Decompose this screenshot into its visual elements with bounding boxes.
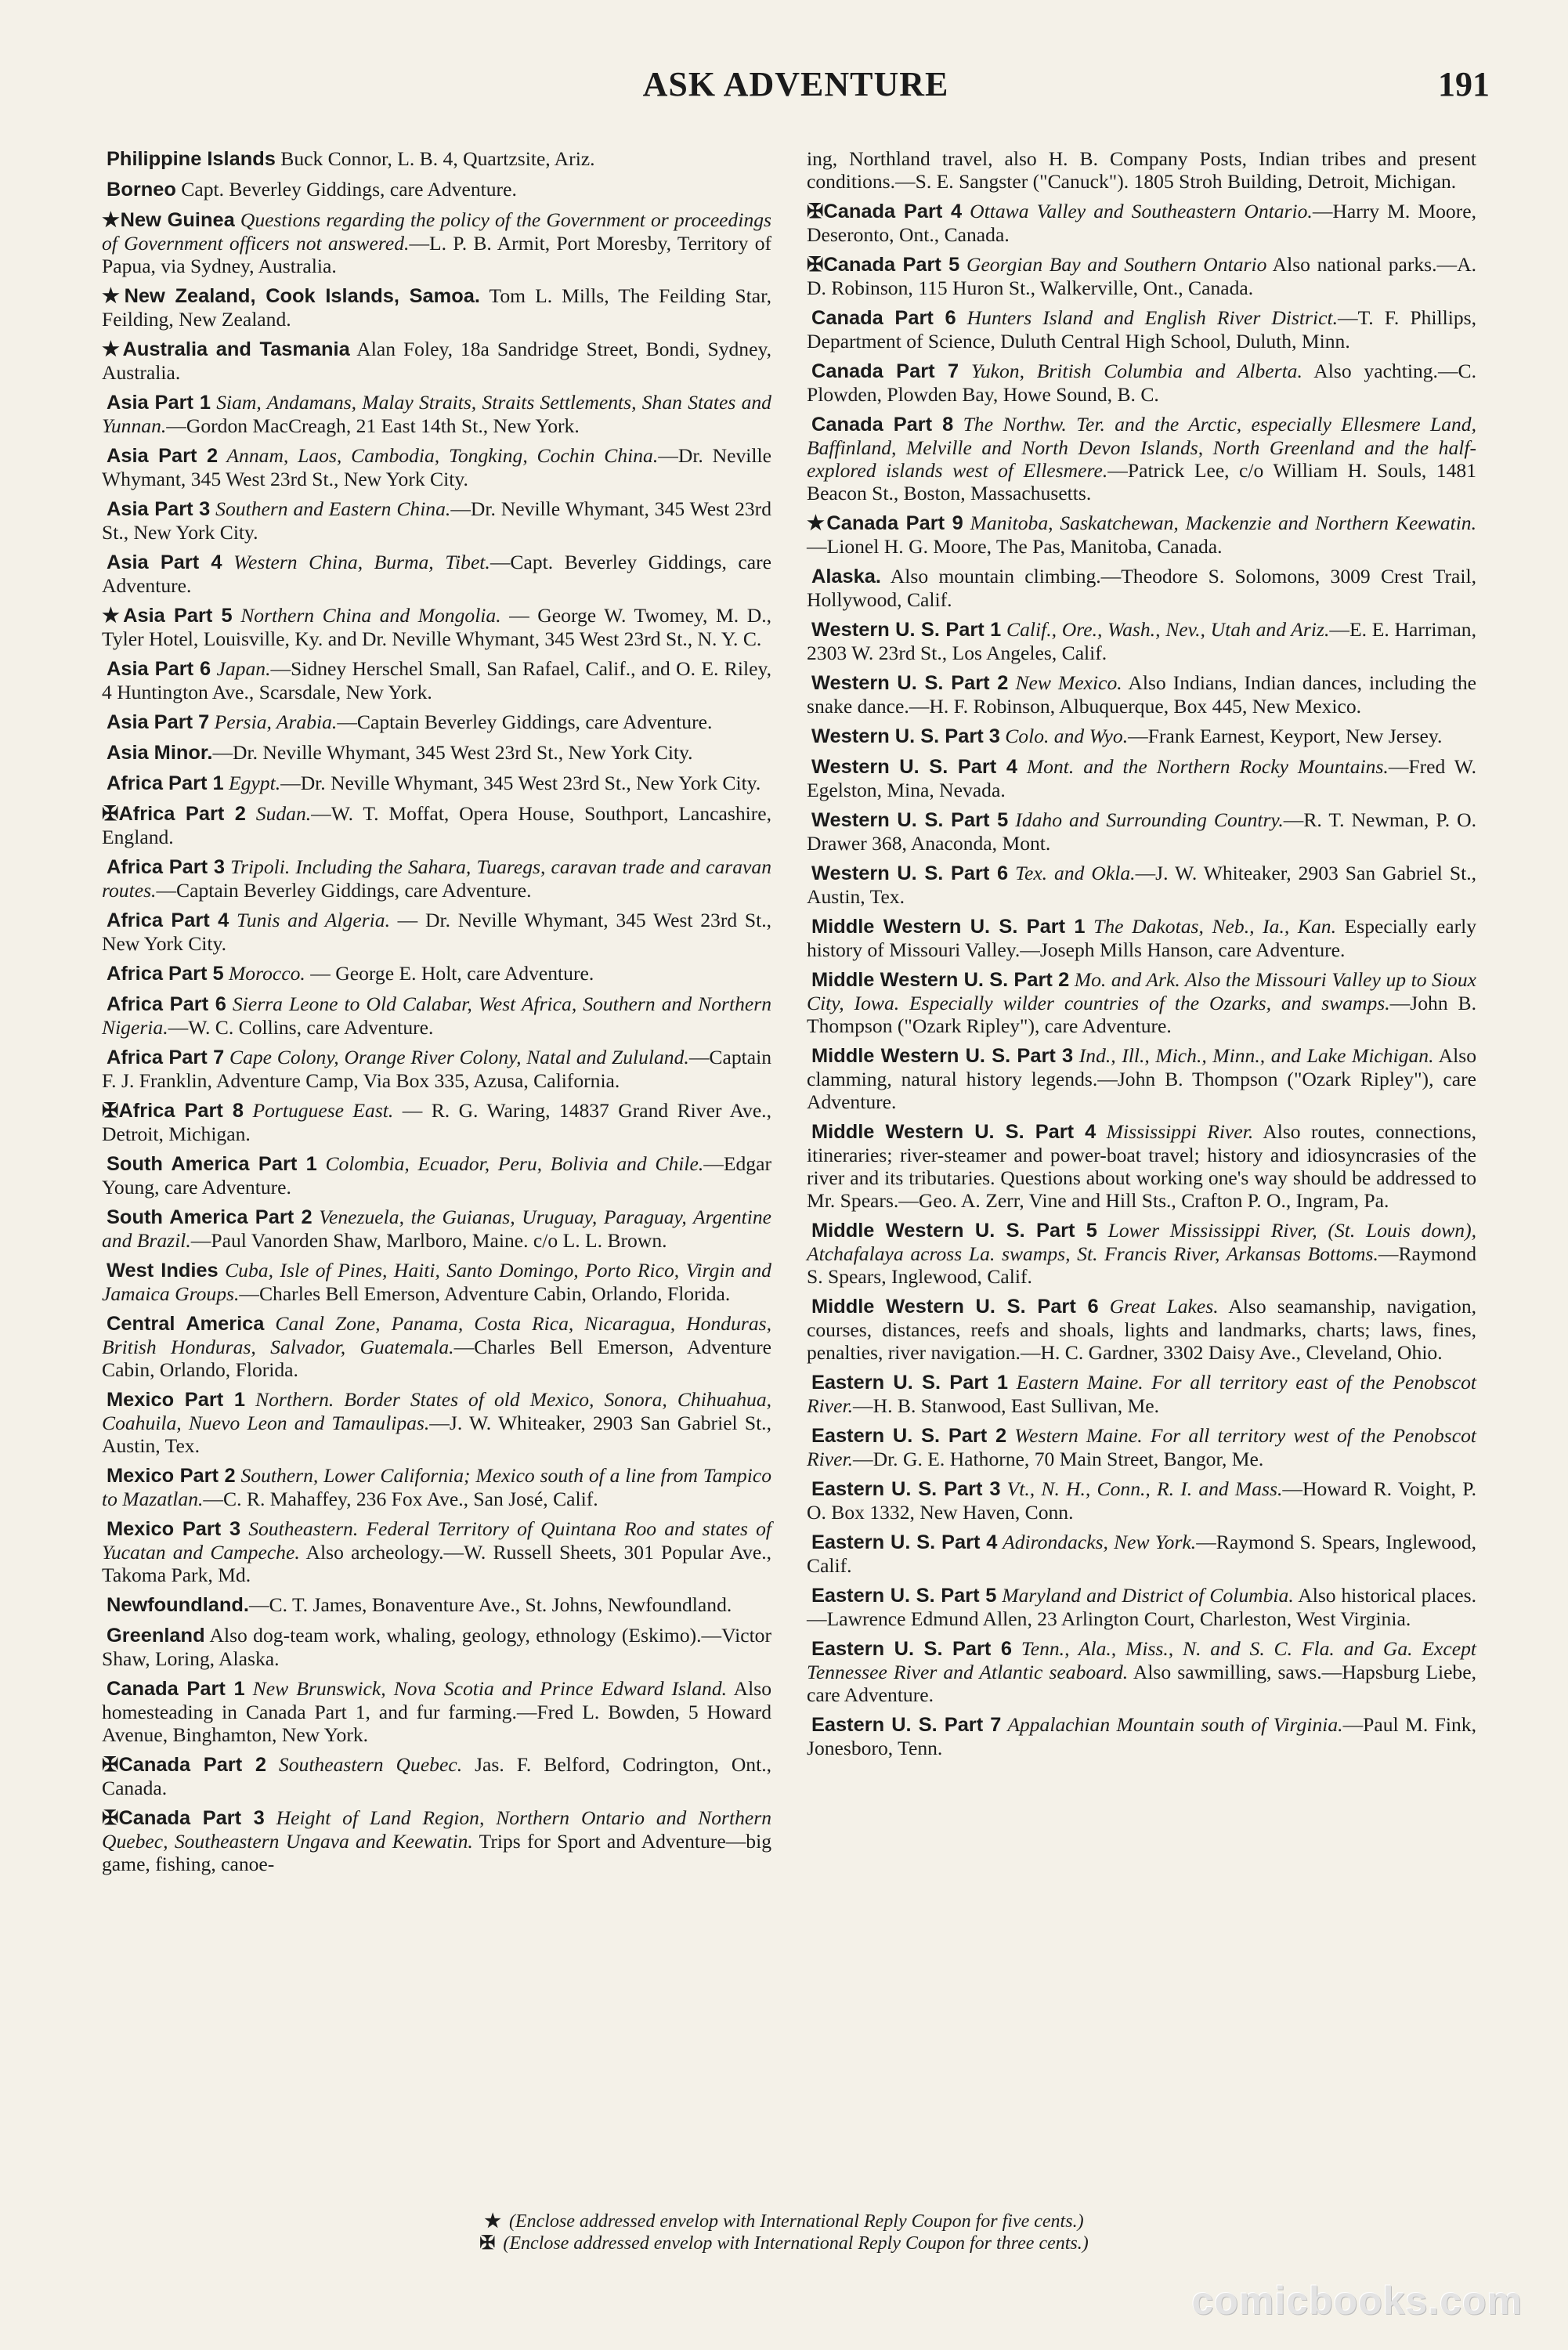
entry-heading: Canada Part 7 xyxy=(811,360,959,382)
entry-heading: Canada Part 4 xyxy=(823,201,963,222)
directory-entry xyxy=(807,253,1476,299)
entry-contact: —Paul M. Fink, Jonesboro, Tenn. xyxy=(807,1713,1476,1759)
directory-entry xyxy=(807,618,1476,664)
entry-contact: —Lionel H. G. Moore, The Pas, Manitoba, Canada. xyxy=(807,535,1223,558)
symbol-icon: ✠ xyxy=(102,1099,119,1122)
directory-entry xyxy=(807,1424,1476,1470)
entry-region: Ottawa Valley and Southeastern Ontario. xyxy=(962,200,1313,222)
directory-entry xyxy=(102,1624,771,1670)
entry-heading: Canada Part 3 xyxy=(118,1807,265,1829)
entry-heading: New Zealand, Cook Islands, Samoa. xyxy=(124,285,480,307)
entry-heading: Asia Minor. xyxy=(107,742,213,764)
entry-heading: Canada Part 5 xyxy=(823,254,960,276)
entry-heading: Eastern U. S. Part 2 xyxy=(811,1425,1007,1447)
entry-contact: Also Indians, Indian dances, including the snake dance.—H. F. Robinson, Albuquerque, Box 445, New Mexico. xyxy=(807,671,1476,718)
symbol-icon: ✠ xyxy=(102,1806,119,1829)
entry-heading: Western U. S. Part 6 xyxy=(811,862,1009,884)
symbol-icon: ✠ xyxy=(807,253,824,276)
entry-contact: —Dr. Neville Whymant, 345 West 23rd St., New York City. xyxy=(212,741,693,764)
footnote-three-cents xyxy=(0,2232,1568,2254)
entry-contact: —Patrick Lee, c/o William H. Souls, 1481 Beacon St., Boston, Massachusetts. xyxy=(807,459,1476,504)
entry-region: Western China, Burma, Tibet. xyxy=(222,551,490,573)
entry-contact: —W. T. Moffat, Opera House, Southport, Lancashire, England. xyxy=(102,802,772,848)
directory-entry xyxy=(102,1677,771,1746)
entry-region: Mont. and the Northern Rocky Mountains. xyxy=(1017,755,1389,778)
entry-contact: — George E. Holt, care Adventure. xyxy=(305,962,594,985)
entry-heading: Canada Part 9 xyxy=(826,512,963,534)
entry-region: Sudan. xyxy=(245,802,312,825)
entry-heading: Asia Part 1 xyxy=(107,392,211,414)
directory-entry xyxy=(807,1295,1476,1364)
entry-region: Southeastern. Federal Territory of Quintana Roo and states of Yucatan and Campeche. xyxy=(102,1517,771,1564)
entry-region: Northern China and Mongolia. xyxy=(232,604,501,627)
directory-entry xyxy=(102,992,771,1039)
entry-contact: —Dr. Neville Whymant, 345 West 23rd St., New York City. xyxy=(102,444,771,490)
entry-heading: Eastern U. S. Part 1 xyxy=(811,1372,1009,1394)
entry-contact: —Harry M. Moore, Deseronto, Ont., Canada. xyxy=(807,200,1476,246)
entry-contact: Also historical places.—Lawrence Edmund Allen, 23 Arlington Court, Charleston, West Virginia. xyxy=(807,1584,1477,1630)
entry-heading: Middle Western U. S. Part 6 xyxy=(811,1296,1099,1318)
directory-entry xyxy=(102,208,771,277)
entry-heading: Africa Part 3 xyxy=(107,856,226,878)
directory-entry xyxy=(807,512,1476,558)
entry-contact: —T. F. Phillips, Department of Science, Duluth Central High School, Duluth, Minn. xyxy=(807,306,1477,352)
entry-contact: Tom L. Mills, The Feilding Star, Feilding, New Zealand. xyxy=(102,284,771,331)
entry-contact: —H. B. Stanwood, East Sullivan, Me. xyxy=(853,1394,1160,1417)
entry-contact: Also mountain climbing.—Theodore S. Solomons, 3009 Crest Trail, Hollywood, Calif. xyxy=(807,565,1476,611)
directory-entry xyxy=(102,338,771,384)
directory-entry xyxy=(807,671,1476,718)
entry-heading: Western U. S. Part 1 xyxy=(811,619,1002,641)
directory-entry xyxy=(102,178,771,201)
entry-region: Mo. and Ark. Also the Missouri Valley up to Sioux City, Iowa. Especially wilder countries of the Ozarks, and swamps. xyxy=(807,968,1476,1014)
entry-heading: Asia Part 2 xyxy=(107,445,219,467)
entry-contact: —Dr. Neville Whymant, 345 West 23rd St., New York City. xyxy=(280,772,761,794)
entry-region: Georgian Bay and Southern Ontario xyxy=(959,253,1267,276)
symbol-icon: ★ xyxy=(102,284,125,307)
directory-entry xyxy=(807,1713,1476,1759)
entry-heading: South America Part 1 xyxy=(107,1153,317,1175)
entry-region: Persia, Arabia. xyxy=(209,710,338,733)
directory-entry xyxy=(807,1219,1476,1288)
entry-heading: Western U. S. Part 4 xyxy=(811,756,1017,778)
entry-heading: Central America xyxy=(107,1313,265,1335)
entry-heading: South America Part 2 xyxy=(107,1206,313,1228)
entry-region: Adirondacks, New York. xyxy=(997,1531,1197,1553)
directory-entry xyxy=(102,1099,771,1145)
directory-entry xyxy=(807,862,1476,908)
entry-heading: Eastern U. S. Part 7 xyxy=(811,1714,1002,1736)
entry-heading: Canada Part 1 xyxy=(107,1678,245,1700)
entry-heading: Eastern U. S. Part 6 xyxy=(811,1638,1012,1660)
directory-entry xyxy=(102,391,771,437)
entry-contact: —Howard R. Voight, P. O. Box 1332, New Haven, Conn. xyxy=(807,1477,1476,1524)
symbol-icon: ★ xyxy=(102,208,121,231)
entry-heading: Western U. S. Part 3 xyxy=(811,725,1000,747)
symbol-icon: ✠ xyxy=(102,802,119,825)
entry-contact: Also sawmilling, saws.—Hapsburg Liebe, care Adventure. xyxy=(807,1661,1476,1706)
entry-region: Cape Colony, Orange River Colony, Natal and Zululand. xyxy=(224,1046,689,1068)
entry-region: Sierra Leone to Old Calabar, West Africa, Southern and Northern Nigeria. xyxy=(102,992,772,1039)
entry-region: Yukon, British Columbia and Alberta. xyxy=(959,360,1302,382)
symbol-icon: ✠ xyxy=(102,1753,119,1776)
entry-region: Manitoba, Saskatchewan, Mackenzie and Northern Keewatin. xyxy=(963,512,1476,534)
entry-region: Idaho and Surrounding Country. xyxy=(1008,808,1284,831)
directory-entry xyxy=(807,725,1476,748)
directory-entry xyxy=(102,604,771,650)
entry-heading: Asia Part 5 xyxy=(123,605,233,627)
star-icon: ★ xyxy=(484,2211,501,2232)
entry-heading: Asia Part 4 xyxy=(107,551,222,573)
entry-region: Tenn., Ala., Miss., N. and S. C. Fla. and Ga. Except Tennessee River and Atlantic seaboard. xyxy=(807,1637,1476,1683)
directory-entry xyxy=(102,657,771,703)
entry-contact: —J. W. Whiteaker, 2903 San Gabriel St., Austin, Tex. xyxy=(102,1412,771,1457)
entry-heading: Borneo xyxy=(107,179,176,201)
entry-region: Maryland and District of Columbia. xyxy=(996,1584,1294,1607)
entry-region: Annam, Laos, Cambodia, Tongking, Cochin China. xyxy=(218,444,659,467)
directory-entry xyxy=(807,1044,1476,1113)
entry-heading: Eastern U. S. Part 5 xyxy=(811,1585,997,1607)
entry-contact: —Paul Vanorden Shaw, Marlboro, Maine. c/o L. L. Brown. xyxy=(190,1229,667,1252)
entry-heading: Eastern U. S. Part 3 xyxy=(811,1478,1001,1500)
entry-heading: Asia Part 6 xyxy=(107,658,211,680)
entry-contact: Buck Connor, L. B. 4, Quartzsite, Ariz. xyxy=(275,147,595,170)
entry-region: Northern. Border States of old Mexico, Sonora, Chihuahua, Coahuila, Nuevo Leon and Tamaulipas. xyxy=(102,1388,772,1434)
entry-region: New Brunswick, Nova Scotia and Prince Edward Island. xyxy=(244,1677,728,1700)
entry-heading: Africa Part 1 xyxy=(107,772,224,794)
entry-contact: —Captain Beverley Giddings, care Adventure. xyxy=(337,710,713,733)
entry-contact: —Raymond S. Spears, Inglewood, Calif. xyxy=(807,1531,1476,1577)
directory-entry xyxy=(807,755,1476,801)
entry-region: Canal Zone, Panama, Costa Rica, Nicaragua, Honduras, British Honduras, Salvador, Guatemala. xyxy=(102,1312,771,1358)
entry-contact: Also seamanship, navigation, courses, distances, reefs and shoals, lights and landmarks, charts; laws, fines, penalties, river navigation.—H. C. Gardner, 3302 Daisy Ave., Cleveland, Ohio. xyxy=(807,1295,1477,1364)
entry-heading: Mexico Part 2 xyxy=(107,1465,236,1487)
entry-contact: —Captain F. J. Franklin, Adventure Camp, Via Box 335, Azusa, California. xyxy=(102,1046,772,1092)
entry-contact: Jas. F. Belford, Codrington, Ont., Canada. xyxy=(102,1753,772,1799)
entry-contact: —L. P. B. Armit, Port Moresby, Territory of Papua, via Sydney, Australia. xyxy=(102,232,772,277)
entry-region: Cuba, Isle of Pines, Haiti, Santo Domingo, Porto Rico, Virgin and Jamaica Groups. xyxy=(102,1259,771,1305)
entry-region: Questions regarding the policy of the Government or proceedings of Government officers not answered. xyxy=(102,208,771,255)
entry-contact: — George W. Twomey, M. D., Tyler Hotel, Louisville, Ky. and Dr. Neville Whymant, 345 West 23rd St., N. Y. C. xyxy=(102,604,771,650)
entry-contact: Also dog-team work, whaling, geology, ethnology (Eskimo).—Victor Shaw, Loring, Alaska. xyxy=(102,1624,771,1670)
entry-contact: Also archeology.—W. Russell Sheets, 301 Popular Ave., Takoma Park, Md. xyxy=(102,1541,771,1586)
directory-entry xyxy=(807,1371,1476,1417)
entry-heading: Canada Part 6 xyxy=(811,307,956,329)
symbol-icon: ★ xyxy=(102,338,123,360)
page-number: 191 xyxy=(1438,65,1490,103)
entry-region: Vt., N. H., Conn., R. I. and Mass. xyxy=(1000,1477,1283,1500)
directory-entry xyxy=(102,551,771,597)
entry-heading: Asia Part 3 xyxy=(107,498,211,520)
entry-heading: Africa Part 6 xyxy=(107,993,226,1015)
entry-contact: Also homesteading in Canada Part 1, and fur farming.—Fred L. Bowden, 5 Howard Avenue, Binghamton, New York. xyxy=(102,1677,772,1746)
entry-contact: Alan Foley, 18a Sandridge Street, Bondi, Sydney, Australia. xyxy=(102,338,771,384)
entry-region: Mississippi River. xyxy=(1096,1120,1254,1143)
directory-entry xyxy=(807,968,1476,1037)
entry-heading: Africa Part 7 xyxy=(107,1047,225,1068)
entry-contact: Also routes, connections, itineraries; river-steamer and power-boat travel; history and idiosyncrasies of the river and its tributaries. Questions about working one's way should be addressed to Mr. Spears.—Geo. A. Zerr, Vine and Hill Sts., Crafton P. O., Ingram, Pa. xyxy=(807,1120,1476,1212)
entry-heading: New Guinea xyxy=(120,209,235,231)
entry-contact: —W. C. Collins, care Adventure. xyxy=(168,1016,434,1039)
entry-heading: Africa Part 8 xyxy=(118,1100,244,1122)
entry-region: Tex. and Okla. xyxy=(1008,862,1136,884)
directory-entry xyxy=(807,413,1476,504)
directory-entry xyxy=(807,1120,1476,1212)
entry-contact: —C. R. Mahaffey, 236 Fox Ave., San José, Calif. xyxy=(203,1488,598,1510)
entry-contact: — Dr. Neville Whymant, 345 West 23rd St., New York City. xyxy=(102,909,771,955)
directory-entry xyxy=(102,710,771,734)
directory-entry xyxy=(807,360,1476,406)
entry-region: Siam, Andamans, Malay Straits, Straits Settlements, Shan States and Yunnan. xyxy=(102,391,771,437)
entry-region: Venezuela, the Guianas, Uruguay, Paraguay, Argentine and Brazil. xyxy=(102,1206,771,1252)
directory-entry xyxy=(102,1517,771,1586)
entry-heading: Middle Western U. S. Part 1 xyxy=(811,916,1086,938)
entry-contact: —Sidney Herschel Small, San Rafael, Calif., and O. E. Riley, 4 Huntington Ave., Scarsdale, New York. xyxy=(102,657,771,703)
entry-region: Japan. xyxy=(211,657,271,680)
entry-heading: Africa Part 2 xyxy=(118,803,246,825)
directory-entry xyxy=(807,1477,1476,1524)
entry-heading: Mexico Part 3 xyxy=(107,1518,241,1540)
directory-entry xyxy=(807,147,1476,193)
entry-heading: Middle Western U. S. Part 5 xyxy=(811,1220,1097,1242)
cross-icon: ✠ xyxy=(479,2233,496,2254)
footnote-text: (Enclose addressed envelop with International Reply Coupon for five cents.) xyxy=(508,2211,1084,2232)
entry-region: Western Maine. For all territory west of the Penobscot River. xyxy=(807,1424,1476,1470)
directory-entry xyxy=(807,200,1476,246)
footnote-five-cents xyxy=(0,2211,1568,2232)
directory-entry xyxy=(102,1259,771,1305)
entry-region: Morocco. xyxy=(223,962,305,985)
symbol-icon: ★ xyxy=(807,512,827,534)
entry-heading: Asia Part 7 xyxy=(107,711,210,733)
entry-contact: —Edgar Young, care Adventure. xyxy=(102,1152,771,1198)
entry-heading: Alaska. xyxy=(811,566,881,588)
entry-region: Tripoli. Including the Sahara, Tuaregs, caravan trade and caravan routes. xyxy=(102,855,772,902)
entry-region: Hunters Island and English River District. xyxy=(956,306,1338,329)
directory-entry xyxy=(102,1206,771,1252)
entry-region: Southeastern Quebec. xyxy=(266,1753,463,1776)
entry-heading: Mexico Part 1 xyxy=(107,1389,245,1411)
entry-contact: Also clamming, natural history legends.—John B. Thompson ("Ozark Ripley"), care Adventure. xyxy=(807,1044,1477,1113)
entry-contact: —Frank Earnest, Keyport, New Jersey. xyxy=(1128,725,1443,747)
entry-heading: Western U. S. Part 5 xyxy=(811,809,1009,831)
entry-contact: —Fred W. Egelston, Mina, Nevada. xyxy=(807,755,1477,801)
entry-contact: —Dr. G. E. Hathorne, 70 Main Street, Bangor, Me. xyxy=(853,1448,1264,1470)
right-column xyxy=(807,147,1476,1766)
entry-heading: Middle Western U. S. Part 4 xyxy=(811,1121,1097,1143)
entry-region: The Northw. Ter. and the Arctic, especially Ellesmere Land, Baffinland, Melville and North Devon Islands, North Greenland and the half-explored islands west of Ellesmere. xyxy=(807,413,1477,482)
entry-region: New Mexico. xyxy=(1008,671,1122,694)
directory-entry xyxy=(807,306,1476,352)
entry-contact: —Charles Bell Emerson, Adventure Cabin, Orlando, Florida. xyxy=(102,1336,771,1381)
entry-heading: Philippine Islands xyxy=(107,148,276,170)
directory-entry xyxy=(102,1312,771,1381)
directory-entry xyxy=(807,915,1476,961)
entry-heading: Canada Part 2 xyxy=(118,1754,266,1776)
entry-contact: Also yachting.—C. Plowden, Plowden Bay, Howe Sound, B. C. xyxy=(807,360,1477,406)
entry-region: Colo. and Wyo. xyxy=(999,725,1129,747)
symbol-icon: ★ xyxy=(102,604,124,627)
left-column xyxy=(102,147,771,1882)
entry-region: Ind., Ill., Mich., Minn., and Lake Michigan. xyxy=(1073,1044,1434,1067)
directory-entry xyxy=(807,1637,1476,1706)
directory-entry xyxy=(807,1584,1476,1630)
entry-region: Portuguese East. xyxy=(244,1099,394,1122)
entry-region: Southern and Eastern China. xyxy=(210,497,451,520)
entry-contact: —Captain Beverley Giddings, care Adventure. xyxy=(156,879,532,902)
directory-entry xyxy=(102,855,771,902)
directory-entry xyxy=(102,1388,771,1457)
entry-heading: Western U. S. Part 2 xyxy=(811,672,1009,694)
directory-entry xyxy=(102,962,771,985)
entry-region: Egypt. xyxy=(223,772,281,794)
entry-heading: Middle Western U. S. Part 2 xyxy=(811,969,1070,991)
entry-heading: Australia and Tasmania xyxy=(122,338,350,360)
entry-heading: Greenland xyxy=(107,1625,205,1647)
entry-contact: —E. E. Harriman, 2303 W. 23rd St., Los Angeles, Calif. xyxy=(807,618,1477,664)
directory-entry xyxy=(807,808,1476,855)
entry-heading: Africa Part 4 xyxy=(107,909,229,931)
entry-contact: —C. T. James, Bonaventure Ave., St. Johns, Newfoundland. xyxy=(248,1593,732,1616)
directory-entry xyxy=(807,1531,1476,1577)
directory-entry xyxy=(102,1753,771,1799)
entry-region: Tunis and Algeria. xyxy=(229,909,390,931)
directory-entry xyxy=(102,1464,771,1510)
entry-region: Calif., Ore., Wash., Nev., Utah and Ariz. xyxy=(1001,618,1330,641)
footnotes xyxy=(0,2211,1568,2254)
entry-heading: Middle Western U. S. Part 3 xyxy=(811,1045,1074,1067)
entry-heading: Newfoundland. xyxy=(107,1594,249,1616)
entry-contact: Especially early history of Missouri Valley.—Joseph Mills Hanson, care Adventure. xyxy=(807,915,1477,961)
page-title: ASK ADVENTURE xyxy=(642,65,949,103)
entry-contact: —Gordon MacCreagh, 21 East 14th St., New York. xyxy=(166,414,580,437)
entry-contact: —Raymond S. Spears, Inglewood, Calif. xyxy=(807,1242,1476,1288)
entry-contact: —Dr. Neville Whymant, 345 West 23rd St., New York City. xyxy=(102,497,771,544)
entry-region: Lower Mississippi River, (St. Louis down), Atchafalaya across La. swamps, St. Francis River, Arkansas Bottoms. xyxy=(807,1219,1476,1265)
directory-entry xyxy=(102,284,771,331)
directory-entry xyxy=(807,565,1476,611)
entry-contact: —J. W. Whiteaker, 2903 San Gabriel St., Austin, Tex. xyxy=(807,862,1477,908)
footnote-text: (Enclose addressed envelop with International Reply Coupon for three cents.) xyxy=(503,2233,1089,2254)
watermark-logo: comicbooks.com xyxy=(1191,2279,1523,2323)
directory-entry xyxy=(102,741,771,765)
directory-entry xyxy=(102,909,771,955)
entry-contact: —R. T. Newman, P. O. Drawer 368, Anaconda, Mont. xyxy=(807,808,1477,855)
directory-entry xyxy=(102,444,771,490)
directory-entry xyxy=(102,1046,771,1092)
directory-entry xyxy=(102,147,771,171)
directory-entry xyxy=(102,802,771,848)
entry-contact: —John B. Thompson ("Ozark Ripley"), care Adventure. xyxy=(807,992,1476,1037)
entry-heading: Africa Part 5 xyxy=(107,963,224,985)
entry-region: Height of Land Region, Northern Ontario and Northern Quebec, Southeastern Ungava and Keewatin. xyxy=(102,1806,772,1853)
entry-region: Eastern Maine. For all territory east of the Penobscot River. xyxy=(807,1371,1476,1417)
entry-contact: —Capt. Beverley Giddings, care Adventure. xyxy=(102,551,771,597)
entry-contact: Also national parks.—A. D. Robinson, 115 Huron St., Walkerville, Ont., Canada. xyxy=(807,253,1477,299)
entry-region: Great Lakes. xyxy=(1098,1295,1219,1318)
entry-region: The Dakotas, Neb., Ia., Kan. xyxy=(1085,915,1336,938)
entry-heading: West Indies xyxy=(107,1260,219,1282)
directory-entry xyxy=(102,497,771,544)
symbol-icon: ✠ xyxy=(807,200,824,222)
entry-heading: Eastern U. S. Part 4 xyxy=(811,1531,998,1553)
entry-region: Southern, Lower California; Mexico south of a line from Tampico to Mazatlan. xyxy=(102,1464,771,1510)
directory-entry xyxy=(102,1806,771,1875)
entry-contact: —Charles Bell Emerson, Adventure Cabin, Orlando, Florida. xyxy=(239,1282,731,1305)
entry-contact: Trips for Sport and Adventure—big game, fishing, canoe- xyxy=(102,1830,771,1875)
entry-region: Appalachian Mountain south of Virginia. xyxy=(1001,1713,1343,1736)
directory-entry xyxy=(102,1152,771,1198)
entry-contact: — R. G. Waring, 14837 Grand River Ave., Detroit, Michigan. xyxy=(102,1099,771,1145)
entry-region: Colombia, Ecuador, Peru, Bolivia and Chile. xyxy=(316,1152,704,1175)
entry-heading: Canada Part 8 xyxy=(811,414,954,436)
running-head xyxy=(102,64,1490,111)
directory-entry xyxy=(102,1593,771,1617)
directory-entry xyxy=(102,772,771,795)
entry-contact: ing, Northland travel, also H. B. Company Posts, Indian tribes and present conditions.—S. E. Sangster ("Canuck"). 1805 Stroh Building, Detroit, Michigan. xyxy=(807,147,1476,193)
entry-contact: Capt. Beverley Giddings, care Adventure. xyxy=(175,178,517,201)
